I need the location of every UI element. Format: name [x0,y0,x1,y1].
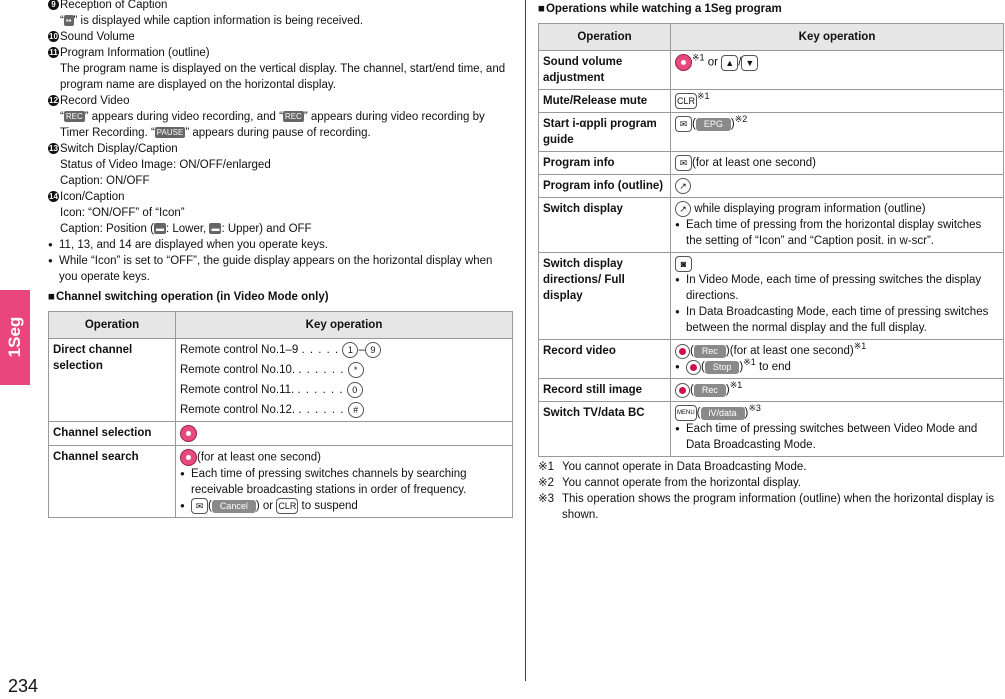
key-cell: Remote control No.1–9 . . . . . 1 – 9 Remote control No.10. . . . . . . * Remote control No.11. . . . . . . 0 Remote control No.12. . . . . . . # [176,339,513,422]
item-icon-caption [48,189,513,237]
item-title: Icon/Caption [60,191,125,203]
item-title: Sound Volume [60,31,135,43]
note-bullet: ● 11, 13, and 14 are displayed when you operate keys. [48,237,513,253]
key-cell: (for at least one second) ● Each time of pressing switches channels by searching receivable broadcasting stations in order of frequency. ● ✉ ( Cancel ) or CLR to suspend [176,446,513,518]
clr-key-icon: CLR [276,498,298,514]
table-header: Operation [49,312,176,339]
operation-cell: Sound volume adjustment [539,51,671,90]
timer-rec-icon: REC [284,112,302,122]
multi-key-icon [180,449,197,466]
up-key-icon: ▲ [721,55,738,71]
operation-cell: Channel selection [49,422,176,446]
item-program-information [48,45,513,93]
item-text: Icon: “ON/OFF” of “Icon” [60,207,185,219]
table-row [539,402,1004,457]
operation-cell: Record still image [539,379,671,402]
key-9-icon: 9 [365,342,381,358]
footnote: ※1 You cannot operate in Data Broadcasting Mode. [538,461,807,474]
pause-icon: PAUSE [156,128,184,138]
key-cell: ✉ ( EPG )$^{※2}$ [671,113,1004,152]
caption-icon: ▪▪ [65,16,72,26]
operations-table [538,23,1004,457]
item-text: The program name is displayed on the vertical display. The channel, start/end time, and program name are displayed on the horizontal display. [60,63,506,91]
item-reception-of-caption [48,0,513,29]
table-row [539,152,1004,175]
page-number: 234 [8,676,39,696]
operation-cell: Record video [539,340,671,379]
key-bullet: ● Each time of pressing switches channels by searching receivable broadcasting stations in order of frequency. [180,466,508,498]
key-cell: ( Rec )(for at least one second)$^{※1}$ ● ( Stop )$^{※1}$ to end [671,340,1004,379]
left-column [48,0,513,518]
key-cell [671,253,1004,340]
key-cell [176,422,513,446]
key-bullet: ● In Data Broadcasting Mode, each time of pressing switches between the normal display and the full display. [675,304,999,336]
item-number: 12 [49,96,58,105]
caption-upper-icon: ▬ [211,224,220,234]
multi-key-icon [675,54,692,71]
rec-softkey: Rec [694,345,726,358]
mail-key-icon: ✉ [191,498,208,514]
key-1-icon: 1 [342,342,358,358]
key-bullet: ● In Video Mode, each time of pressing switches the display directions. [675,272,999,304]
item-number: 13 [49,144,58,153]
epg-softkey: EPG [696,118,731,131]
table-row [49,422,513,446]
menu-key-icon: MENU [675,405,697,421]
item-title: Program Information (outline) [60,47,210,59]
key-cell: ✉ (for at least one second) [671,152,1004,175]
operation-cell: Start i-αppli program guide [539,113,671,152]
table-header: Key operation [671,24,1004,51]
item-title: Reception of Caption [60,0,168,11]
item-record-video [48,93,513,141]
key-bullet: ● ✉ ( Cancel ) or CLR to suspend [180,498,508,514]
key-cell: ( Rec )$^{※1}$ [671,379,1004,402]
item-text: “ ▪▪ ” is displayed while caption information is being received. [60,15,364,27]
table-header: Operation [539,24,671,51]
key-cell: $^{※1}$ or ▲ / ▼ [671,51,1004,90]
item-number: 14 [49,192,58,201]
operation-cell: Mute/Release mute [539,90,671,113]
column-divider [525,0,526,681]
channel-switching-table [48,311,513,518]
operation-cell: Program info [539,152,671,175]
table-row [539,379,1004,402]
right-column [538,0,1004,523]
camera-key-icon: ◙ [675,256,692,272]
operation-cell: Switch TV/data BC [539,402,671,457]
key-hash-icon: # [348,402,364,418]
record-key-icon [675,383,690,398]
key-cell [671,175,1004,198]
item-text: Caption: ON/OFF [60,175,150,187]
key-0-icon: 0 [347,382,363,398]
i-mode-key-icon: ↗ [675,178,691,194]
key-cell: MENU ( iV/data )$^{※3}$ ● Each time of pressing switches between Video Mode and Data Broadcasting Mode. [671,402,1004,457]
table-row [539,253,1004,340]
note-bullet: ● While “Icon” is set to “OFF”, the guide display appears on the horizontal display when you operate keys. [48,253,513,285]
key-bullet: ● Each time of pressing from the horizontal display switches the setting of “Icon” and “Caption posit. in w-scr”. [675,217,999,249]
item-sound-volume [48,29,513,45]
caption-lower-icon: ▬ [155,224,164,234]
footnote: ※3 This operation shows the program information (outline) when the horizontal display is shown. [538,493,995,522]
section-tab [0,290,30,385]
clr-key-icon: CLR [675,93,697,109]
table-header: Key operation [176,312,513,339]
footnote: ※2 You cannot operate from the horizontal display. [538,477,802,490]
section-title: ■ Channel switching operation (in Video Mode only) [48,289,513,305]
key-cell: CLR $^{※1}$ [671,90,1004,113]
table-row [539,198,1004,253]
i-mode-key-icon: ↗ [675,201,691,217]
table-row [539,175,1004,198]
operation-cell: Switch display [539,198,671,253]
item-number: 9 [48,0,59,10]
rec-softkey: Rec [694,384,726,397]
item-text: Status of Video Image: ON/OFF/enlarged [60,159,271,171]
multi-key-icon [180,425,197,442]
section-title: ■ Operations while watching a 1Seg program [538,1,1004,17]
record-key-icon [686,360,701,375]
table-row [539,51,1004,90]
item-text: Caption: Position ( ▬ : Lower, ▬ : Upper) and OFF [60,223,312,235]
key-asterisk-icon: * [348,362,364,378]
table-row [539,113,1004,152]
down-key-icon: ▼ [741,55,758,71]
iv-data-softkey: iV/data [701,407,745,420]
operation-cell: Program info (outline) [539,175,671,198]
key-bullet: ● ( Stop )$^{※1}$ to end [675,359,999,375]
key-cell: ↗ while displaying program information (outline) ● Each time of pressing from the horizontal display switches the setting of “Icon” and “Caption posit. in w-scr”. [671,198,1004,253]
operation-cell: Switch display directions/ Full display [539,253,671,340]
rec-icon: REC [65,112,83,122]
item-text: “ REC ” appears during video recording, and “ REC ” appears during video recording by Timer Recording. “ PAUSE ” appears during pause of recording. [60,111,485,139]
item-number: 11 [49,48,58,57]
table-row [539,340,1004,379]
item-switch-display-caption [48,141,513,189]
table-row [539,90,1004,113]
item-title: Switch Display/Caption [60,143,178,155]
mail-key-icon: ✉ [675,116,692,132]
operation-cell: Direct channel selection [49,339,176,422]
cancel-softkey: Cancel [212,500,256,513]
section-tab-label: 1Seg [5,316,24,358]
mail-key-icon: ✉ [675,155,692,171]
item-number: 10 [49,32,58,41]
item-title: Record Video [60,95,130,107]
stop-softkey: Stop [705,361,740,374]
operation-cell: Channel search [49,446,176,518]
table-row [49,339,513,422]
table-row [49,446,513,518]
footnotes [538,459,1004,523]
record-key-icon [675,344,690,359]
key-bullet: ● Each time of pressing switches between Video Mode and Data Broadcasting Mode. [675,421,999,453]
